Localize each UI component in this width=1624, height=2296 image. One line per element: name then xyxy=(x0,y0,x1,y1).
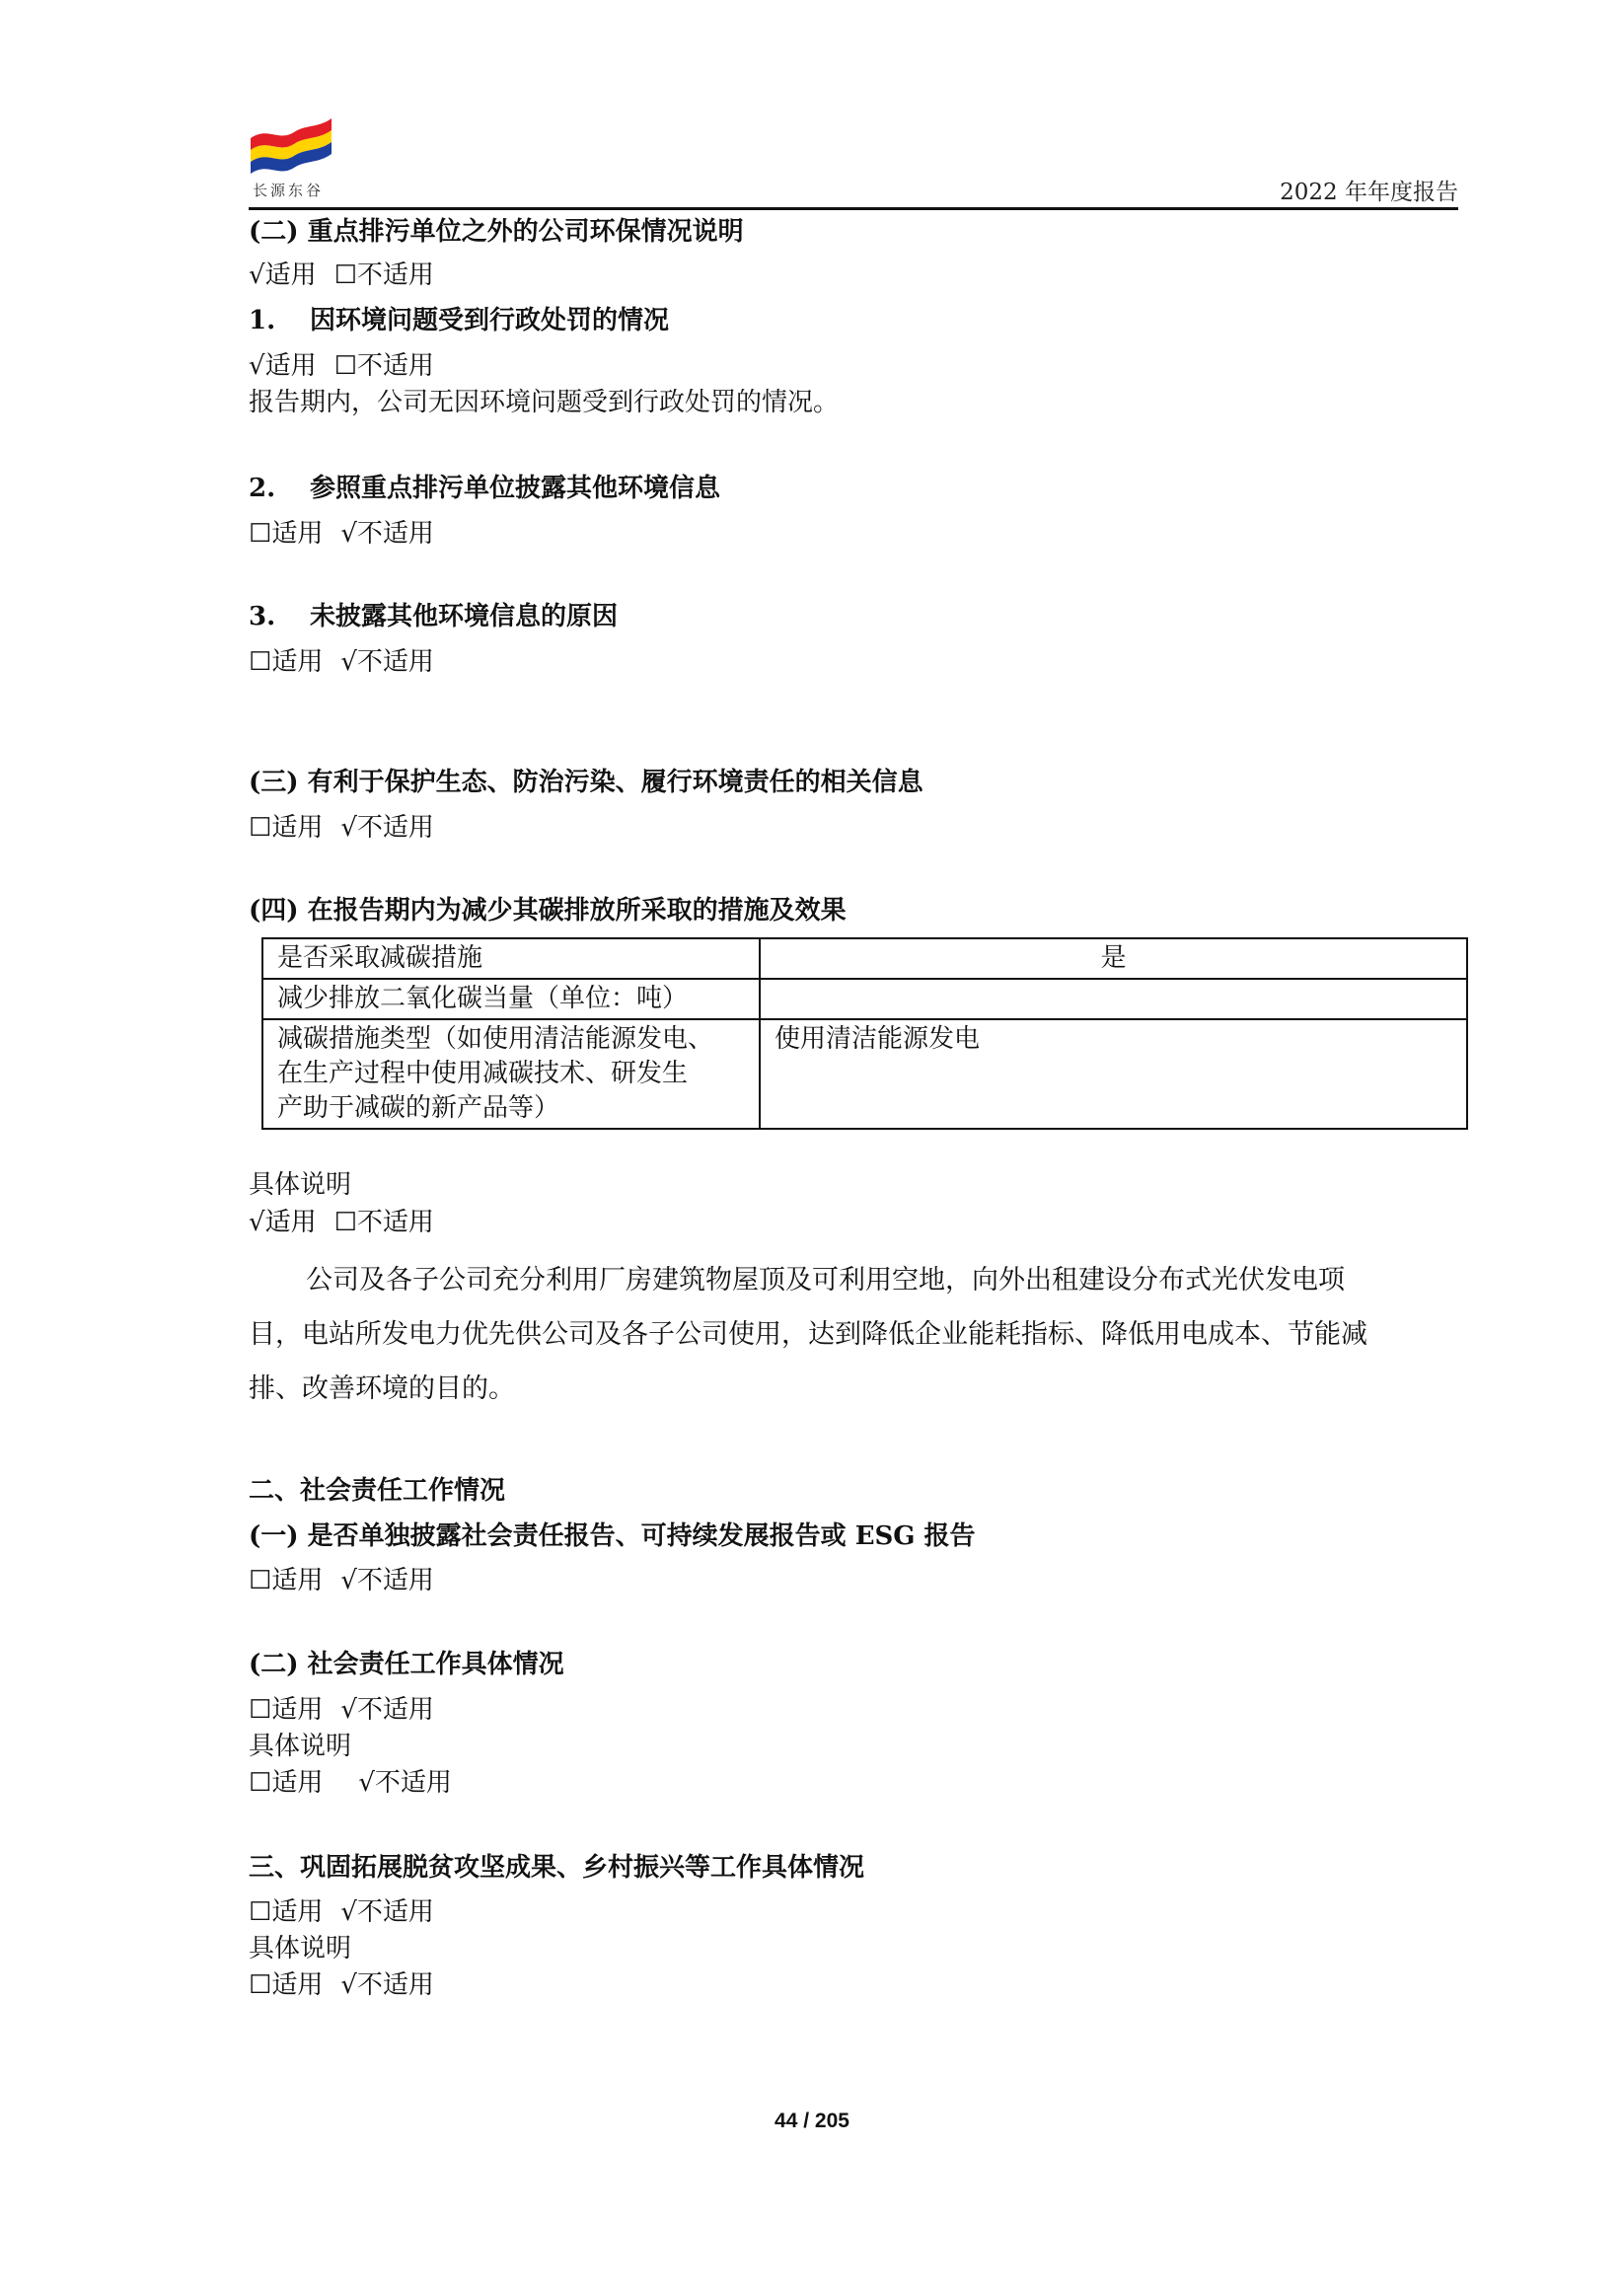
option-not-applicable[interactable]: √不适用 xyxy=(340,519,434,549)
detail-label: 具体说明 xyxy=(249,1934,352,1963)
option-not-applicable[interactable]: √不适用 xyxy=(340,813,434,843)
checkbox-unchecked-icon: ☐ xyxy=(333,260,357,290)
checkbox-unchecked-icon: ☐ xyxy=(333,1208,357,1237)
table-cell-value xyxy=(760,979,1467,1019)
checkbox-unchecked-icon: ☐ xyxy=(249,1695,272,1725)
checkbox-unchecked-icon: ☐ xyxy=(249,1897,272,1927)
checkbox-checked-icon: √ xyxy=(340,647,357,677)
checkbox-checked-icon: √ xyxy=(340,519,357,549)
checkbox-unchecked-icon: ☐ xyxy=(249,1970,272,2000)
option-not-applicable[interactable]: √不适用 xyxy=(340,1897,434,1927)
checkbox-unchecked-icon: ☐ xyxy=(333,351,357,381)
option-row-poverty xyxy=(249,1895,434,1929)
table-cell-label: 减少排放二氧化碳当量（单位：吨） xyxy=(262,979,760,1019)
detail-label: 具体说明 xyxy=(249,1732,352,1761)
option-row-item-3 xyxy=(249,645,434,679)
option-applicable[interactable]: ☐适用 xyxy=(249,1695,324,1725)
table-cell-value: 是 xyxy=(760,938,1467,979)
option-row-social-1 xyxy=(249,1564,434,1597)
checkbox-unchecked-icon: ☐ xyxy=(249,647,272,677)
option-not-applicable[interactable]: ☐不适用 xyxy=(333,351,434,381)
item-1-title: 1. 因环境问题受到行政处罚的情况 xyxy=(249,306,670,335)
checkbox-unchecked-icon: ☐ xyxy=(249,519,272,549)
checkbox-checked-icon: √ xyxy=(340,1695,357,1725)
checkbox-checked-icon: √ xyxy=(340,1566,357,1595)
option-applicable[interactable]: ☐适用 xyxy=(249,813,324,843)
option-row-item-1 xyxy=(249,349,434,383)
table-row xyxy=(262,1019,1467,1129)
option-not-applicable[interactable]: √不适用 xyxy=(340,1566,434,1595)
option-applicable[interactable]: ☐适用 xyxy=(249,519,324,549)
social-sub-1-title: (一) 是否单独披露社会责任报告、可持续发展报告或 ESG 报告 xyxy=(249,1521,976,1551)
table-row xyxy=(262,979,1467,1019)
paragraph-line: 排、改善环境的目的。 xyxy=(249,1373,515,1404)
option-row-poverty-detail xyxy=(249,1968,434,2002)
option-not-applicable[interactable]: √不适用 xyxy=(358,1768,452,1798)
option-applicable[interactable]: ☐适用 xyxy=(249,1768,324,1798)
checkbox-checked-icon: √ xyxy=(249,1208,265,1237)
option-applicable[interactable]: ☐适用 xyxy=(249,1970,324,2000)
checkbox-checked-icon: √ xyxy=(340,1897,357,1927)
item-1-text: 报告期内，公司无因环境问题受到行政处罚的情况。 xyxy=(249,388,840,417)
table-cell-label: 是否采取减碳措施 xyxy=(262,938,760,979)
checkbox-checked-icon: √ xyxy=(249,260,265,290)
checkbox-checked-icon: √ xyxy=(249,351,265,381)
checkbox-checked-icon: √ xyxy=(358,1768,375,1798)
checkbox-unchecked-icon: ☐ xyxy=(249,813,272,843)
option-not-applicable[interactable]: ☐不适用 xyxy=(333,260,434,290)
option-applicable[interactable]: ☐适用 xyxy=(249,1897,324,1927)
section-title-env-4: (四) 在报告期内为减少其碳排放所采取的措施及效果 xyxy=(249,896,847,926)
option-applicable[interactable]: √适用 xyxy=(249,1208,317,1237)
header-divider xyxy=(249,207,1458,210)
checkbox-unchecked-icon: ☐ xyxy=(249,1566,272,1595)
social-sub-2-title: (二) 社会责任工作具体情况 xyxy=(249,1650,564,1679)
item-2-title: 2. 参照重点排污单位披露其他环境信息 xyxy=(249,474,721,503)
table-cell-value: 使用清洁能源发电 xyxy=(760,1019,1467,1129)
section-title-social: 二、社会责任工作情况 xyxy=(249,1476,506,1506)
option-row-social-2-detail xyxy=(249,1766,452,1800)
checkbox-checked-icon: √ xyxy=(340,813,357,843)
carbon-detail-paragraph xyxy=(249,1253,1462,1416)
option-row-carbon-detail xyxy=(249,1206,434,1239)
carbon-measures-table xyxy=(261,937,1468,1130)
section-title-env-3: (三) 有利于保护生态、防治污染、履行环境责任的相关信息 xyxy=(249,768,923,797)
report-title: 2022 年年度报告 xyxy=(1280,180,1458,205)
option-applicable[interactable]: ☐适用 xyxy=(249,1566,324,1595)
option-applicable[interactable]: √适用 xyxy=(249,260,317,290)
checkbox-unchecked-icon: ☐ xyxy=(249,1768,272,1798)
paragraph-line: 目，电站所发电力优先供公司及各子公司使用，达到降低企业能耗指标、降低用电成本、节能减 xyxy=(249,1319,1367,1350)
option-row-social-2 xyxy=(249,1693,434,1727)
section-title-env-2: (二) 重点排污单位之外的公司环保情况说明 xyxy=(249,217,744,247)
option-applicable[interactable]: √适用 xyxy=(249,351,317,381)
section-title-poverty: 三、巩固拓展脱贫攻坚成果、乡村振兴等工作具体情况 xyxy=(249,1853,865,1883)
option-not-applicable[interactable]: √不适用 xyxy=(340,647,434,677)
detail-label: 具体说明 xyxy=(249,1170,352,1200)
item-3-title: 3. 未披露其他环境信息的原因 xyxy=(249,602,619,631)
table-cell-label: 减碳措施类型（如使用清洁能源发电、 在生产过程中使用减碳技术、研发生 产助于减碳的新产品等） xyxy=(262,1019,760,1129)
option-not-applicable[interactable]: ☐不适用 xyxy=(333,1208,434,1237)
option-row-item-2 xyxy=(249,517,434,551)
checkbox-checked-icon: √ xyxy=(340,1970,357,2000)
paragraph-line: 公司及各子公司充分利用厂房建筑物屋顶及可利用空地，向外出租建设分布式光伏发电项 xyxy=(306,1265,1345,1296)
option-not-applicable[interactable]: √不适用 xyxy=(340,1695,434,1725)
option-applicable[interactable]: ☐适用 xyxy=(249,647,324,677)
table-row xyxy=(262,938,1467,979)
option-row-env-3 xyxy=(249,811,434,845)
option-row-env-2 xyxy=(249,259,434,292)
option-not-applicable[interactable]: √不适用 xyxy=(340,1970,434,2000)
page-number: 44 / 205 xyxy=(775,2110,849,2132)
logo-text: 长源东谷 xyxy=(253,182,325,199)
